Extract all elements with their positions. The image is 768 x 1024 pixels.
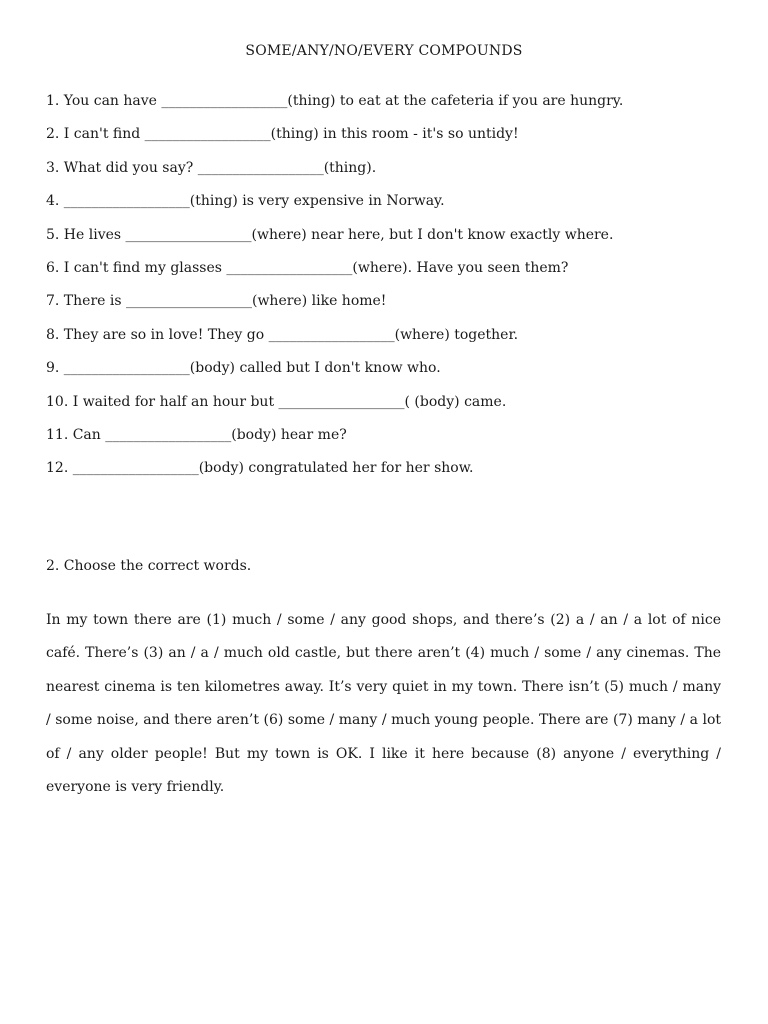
exercise-item-6: 6. I can't find my glasses __________________(where). Have you seen them? [46,259,569,276]
exercise-item-1: 1. You can have __________________(thing) to eat at the cafeteria if you are hungry. [46,93,624,109]
exercise-2-heading: 2. Choose the correct words. [46,558,252,574]
exercise-item-12: 12. __________________(body) congratulated her for her show. [46,460,474,477]
exercise-item-2: 2. I can't find __________________(thing) in this room - it's so untidy! [46,126,519,143]
exercise-item-8: 8. They are so in love! They go __________________(where) together. [46,326,519,343]
exercise-item-3: 3. What did you say? __________________(thing). [46,159,377,176]
exercise-1-list [46,91,736,492]
exercise-item-10: 10. I waited for half an hour but __________________( (body) came. [46,393,507,410]
worksheet-title: SOME/ANY/NO/EVERY COMPOUNDS [245,43,523,59]
exercise-item-11: 11. Can __________________(body) hear me? [46,426,347,443]
exercise-item-9: 9. __________________(body) called but I don't know who. [46,360,441,377]
exercise-item-7: 7. There is __________________(where) like home! [46,293,387,310]
exercise-item-4: 4. __________________(thing) is very expensive in Norway. [46,193,445,210]
exercise-item-5: 5. He lives __________________(where) near here, but I don't know exactly where. [46,226,614,243]
exercise-2-paragraph: In my town there are (1) much / some / any good shops, and there’s (2) a / an / a lot of nice café. There’s (3) an / a / much old castle, but there aren’t (4) much / some / any cinemas. The nearest cinema is ten kilometres away. It’s very quiet in my town. There isn’t (5) much / many / some noise, and there aren’t (6) some / many / much young people. There are (7) many / a lot of / any older people! But my town is OK. I like it here because (8) anyone / everything / everyone is very friendly. [46,612,721,796]
